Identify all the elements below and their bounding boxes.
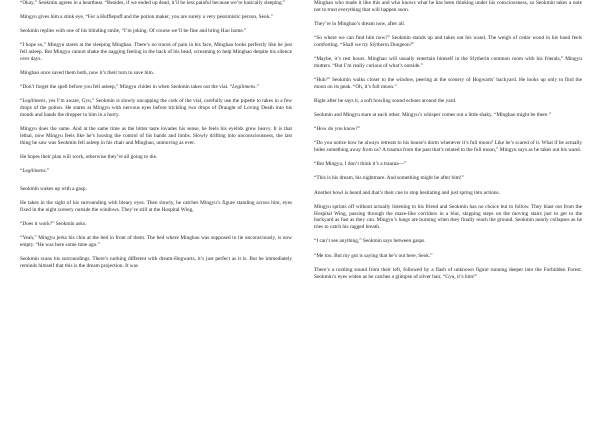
paragraph: Mingyu gives him a stink eye, “For a Hufflepuff and the potion maker, you are surely a very pessimistic person, Seok.” bbox=[20, 14, 273, 21]
paragraph: Seokmin wakes up with a gasp. bbox=[20, 186, 87, 193]
paragraph bbox=[20, 98, 292, 119]
paragraph: “Huh?” Seokmin walks closer to the window, peering at the scenery of Hogwarts’ backyard. He looks up only to find the moon on its peak. “Oh, it’s full moon.” bbox=[314, 77, 582, 90]
paragraph: “I hope so,” Mingyu stares at the sleeping Minghao. There’s no traces of pain in his face, Minghao looks perfectly like he just fell asleep. But Mingyu cannot shake the nagging feeling in the back of his head, screaming to help Minghao despite his silence over days. bbox=[20, 42, 292, 63]
paragraph: Minghao once saved them both, now it’s their turn to save him. bbox=[20, 70, 155, 77]
right-page bbox=[314, 0, 582, 425]
paragraph: Seokmin scans his surroundings. There’s nothing different with dream-Hogwarts, it’s just perfect as it is. But he immediately reminds himself that this is the dream projection. It was bbox=[20, 256, 292, 270]
paragraph: Minghao who made it like this and who knows what he has been thinking under his consciousness, so Seokmin takes a note not to trust everything that will happen soon. bbox=[314, 0, 582, 13]
paragraph: “I can’t see anything,” Seokmin says between gasps. bbox=[314, 238, 426, 245]
left-page bbox=[20, 0, 292, 425]
paragraph-suffix: .” bbox=[45, 168, 50, 175]
spell-word: Legilimens bbox=[232, 84, 256, 91]
paragraph: There’s a rustling sound from their left, followed by a flash of unknown figure running deeper into the Forbidden Forest. Seokmin’s eyes widen as he catches a glimpse of silver hair, “Gyu, it’s him!” bbox=[314, 266, 582, 280]
paragraph: “How do you know?” bbox=[314, 126, 361, 133]
paragraph: “Yeah,” Mingyu jerks his chin at the bed in front of them. The bed where Minghao was supposed to lie unconsciously, is now empty. “He was here some time ago.” bbox=[20, 235, 292, 249]
paragraph-suffix: .” bbox=[255, 84, 260, 91]
paragraph: Another howl is heard and that’s their cue to stop hesitating and just spring into actions. bbox=[314, 189, 500, 196]
paragraph: “So where we can find him now?” Seokmin stands up and takes out his wand. The weigh of cedar wood in his hand feels comforting. “Shall we try Slytherin Dungeon?” bbox=[314, 35, 582, 48]
paragraph: Seokmin and Mingyu stare at each other. Mingyu’s whisper comes out a little shaky, “Minghao might be there.” bbox=[314, 112, 552, 119]
paragraph: They’re in Minghao’s dream now, after all. bbox=[314, 21, 406, 27]
paragraph bbox=[20, 168, 292, 175]
paragraph: “But Mingyu, I don’t think it’s a trauma—” bbox=[314, 161, 407, 168]
spell-word: Legilimens bbox=[22, 98, 46, 105]
paragraph: “Okay,” Seokmin agrees in a heartbeat. “Besides, if we ended up dead, it’ll be less painful because we’re basically sleeping.” bbox=[20, 0, 286, 6]
paragraph-text: , yes I’m aware, Gyu,” Seokmin is slowly uncapping the cork of the vial, carefully use the pipette to takes in a few drops of the potion. He stares at Mingyu with nervous eyes before trickling two drops of Draught of Loving Death into his mouth and hands the dropper to him in a hurry. bbox=[20, 98, 292, 119]
spell-word: Legilimens bbox=[22, 168, 46, 175]
paragraph-text: “ bbox=[20, 168, 23, 175]
paragraph: “Do you notice how he always retreats to his house’s dorm whenever it’s full moon? Like he’s scared of it. What if he actually hides something away from us? A trauma from the past that’s related to the full moon,” Mingyu says as he takes out his wand. bbox=[314, 140, 582, 154]
paragraph bbox=[20, 84, 292, 91]
paragraph: He takes in the sight of his surrounding with bleary eyes. Then slowly, he catches Mingyu’s figure standing across him, eyes fixed in the night scenery outside the windows. They’re still at the Hospital Wing, bbox=[20, 200, 292, 214]
paragraph: “Does it work?” Seokmin asks. bbox=[20, 221, 87, 228]
paragraph: “Me too. But my gut is saying that he’s out here, Seok.” bbox=[314, 252, 433, 259]
paragraph: Right after he says it, a soft howling sound echoes around the yard. bbox=[314, 98, 457, 105]
paragraph-text: “Don’t forget the spell before you fell asleep,” Mingyu chides in when Seokmin takes out the vial. “ bbox=[20, 84, 233, 91]
paragraph: “Maybe, it’s rest hours. Minghao will usually entertain himself in the Slytherin common room with his friends,” Mingyu mutters. “But I’m really curious of what’s outside.” bbox=[314, 56, 582, 69]
paragraph: Mingyu sprints off without actually listening to his friend and Seokmin has no choice but to follow. They blast out from the Hospital Wing, passing through the maze-like corridors in a blur, skipping steps on the moving stairs just to get to the backyard as fast as they can. Mingyu’s lungs are burning when they finally reach the ground. Seokmin nearly collapses as he tries to catch his ragged breath. bbox=[314, 203, 582, 231]
paragraph: Mingyu does the same. And at the same time as the bitter taste invades his sense, he feels his eyelids grew heavy. It is that lethal, now Mingyu feels like he’s loosing the control of his hands and limbs. Slowly drifting into unconsciousness, the last thing he saw was Seokmin fell asleep in his chair and Minghao, unmoving as ever. bbox=[20, 126, 292, 147]
paragraph-text: “ bbox=[20, 98, 23, 105]
paragraph: Seokmin replies with one of his blinding smile, “I’m joking. Of course we’ll be fine and bring Hao home.” bbox=[20, 28, 247, 35]
paragraph: He hopes their plan will work, otherwise they’re all going to die. bbox=[20, 154, 158, 161]
paragraph: “This is his dream, his nightmare. And something might be after him!” bbox=[314, 175, 464, 182]
